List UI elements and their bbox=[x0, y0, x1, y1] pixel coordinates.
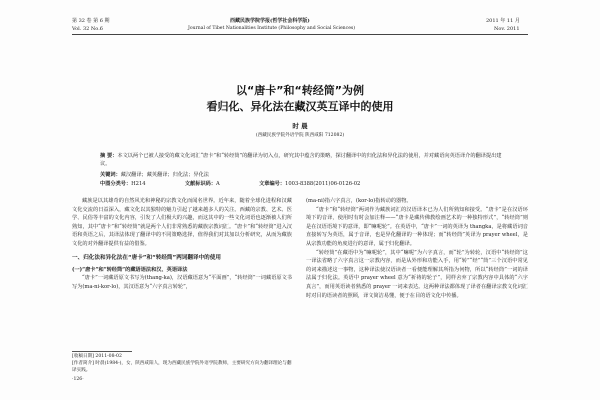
volume-en: Vol. 32 No.6 bbox=[72, 26, 103, 32]
page-number: ·126· bbox=[72, 377, 84, 382]
footnote-rule bbox=[72, 351, 132, 352]
left-column bbox=[72, 197, 292, 349]
date-cn: 2011 年 11 月 bbox=[486, 18, 520, 24]
left-para-2: “唐卡”一词藏语原文书写为(thang-ka)，汉语藏语意为“平面画”，“转经筒”一词藏语原文书写为(ma-ni-kor-lo)，其汉语意为“六字真言转轮”， bbox=[72, 275, 292, 290]
journal-name-en: Journal of Tibet Nationalities Institute (Philosophy and Social Sciences) bbox=[188, 26, 356, 31]
volume-cn: 第 32 卷 第 6 期 bbox=[72, 18, 110, 24]
footnote-author-info: [作者简介] 时晨(1984-)，女，陕西咸阳人，现为西藏民族学院外语学院教师，主要研究方向为翻译理论与翻译实践。 bbox=[72, 361, 292, 373]
right-para-3: “转经筒”在藏语中为“嘛呢轮”，其中“嘛呢”为六字真言，而“轮”为转轮，汉语中“转经筒”这一译法省略了六字真言这一宗教内容，而是从外形和功能入手，用“转”“经”“筒”三个汉语中常见的词来描述这一事物，这种译法使汉语读者一看便能理解其所指为何物，所以“转经筒”一词的译法属于归化法。英语中 prayer wheel 意为“祈祷的轮子”，同样舍弃了宗教内容中具体的“六字真言”，而用英语读者熟悉的 prayer 一词来表达。这两种译法都体现了译者在翻译宗教文化词汇时对目的语读者的照顾，译文简洁易懂，便于在目的语文化中传播。 bbox=[306, 249, 528, 299]
abstract bbox=[100, 152, 504, 168]
clc-value: H214 bbox=[131, 181, 146, 187]
header-rule bbox=[72, 34, 528, 35]
article-number-value: 1003-8388(2011)06-0126-02 bbox=[285, 181, 361, 187]
title-line-1: 以“唐卡”和“转经筒”为例 bbox=[236, 84, 364, 97]
abstract-label: 摘 要： bbox=[100, 153, 118, 159]
footnote-received: [收稿日期] 2011-08-02 bbox=[72, 354, 122, 359]
author-name: 时 晨 bbox=[292, 122, 308, 130]
classification bbox=[100, 180, 504, 188]
journal-name-cn: 西藏民族学院学报(哲学社会科学版) bbox=[230, 18, 310, 24]
date-en: Nov. 2011 bbox=[494, 26, 520, 32]
abstract-text: 本文以两个已被人接受的藏文化词汇“唐卡”和“转经筒”的翻译为切入点，研究其中蕴含的策略，探讨翻译中的归化法和异化法的使用，并对藏语向英语译介的翻译提出建议。 bbox=[100, 153, 502, 167]
right-para-1: (ma-ni)指六字真言，(kor-lo)指转动的器物。 bbox=[306, 198, 412, 204]
keywords-label: 关键词： bbox=[100, 172, 121, 178]
clc-label: 中图分类号： bbox=[100, 181, 132, 187]
doc-code-value: A bbox=[216, 181, 220, 187]
left-para-1: 藏族是以其雄奇的自然风光和神秘的宗教文化而闻名世界。近年来，随着全球化进程和汉藏文化交流的日益深入，藏文化以其独特的魅力引起了越来越多人的关注。西藏的宗教、艺术、医学、民俗等丰富的文化内容，引发了人们极大的兴趣，而这其中的一些文化词语也逐渐被人们所熟知，其中“唐卡”和“转经筒”就是两个人们非常熟悉的藏族宗教词汇。“唐卡”和“转经筒”进入汉语和英语之后，其译法体现了翻译中的不同策略选择，值得我们对其加以分析研究，从而为藏族文化的对外翻译提供有益的借鉴。 bbox=[72, 198, 292, 247]
subsection-heading-1: (一)“唐卡”和“转经筒”的藏语语法和汉、英语译法 bbox=[72, 266, 188, 273]
article-number-label: 文章编号： bbox=[259, 181, 286, 187]
author-affiliation: (西藏民族学院外语学院 陕西咸阳 712082) bbox=[255, 133, 345, 138]
doc-code-label: 文献标识码： bbox=[184, 181, 217, 187]
keywords bbox=[100, 171, 504, 179]
right-column bbox=[306, 197, 528, 385]
title-line-2: 看归化、异化法在藏汉英互译中的使用 bbox=[206, 100, 394, 113]
keywords-text: 藏汉翻译；藏英翻译；归化法；异化法 bbox=[120, 172, 209, 178]
right-para-2: “唐卡”和“转经筒”两词作为藏族词汇的汉语译本已为人们所熟知和接受。“唐卡”是在汉语环境下的音译，使用时有时会加注释——“唐卡是藏传佛教绘画艺术的一种独特形式”，“转经筒”则是在汉语语境下的意译，即“嘛呢轮”。在英语中，“唐卡”一词的英译为 thangka，是将藏语词音直接转写为英语，属于音译，也是异化翻译的一种体现；而“转经筒”英译为 prayer wheel，是从宗教功能的角度进行的意译，属于归化翻译。 bbox=[306, 206, 528, 247]
section-heading-1: 一、归化法和异化法在“唐卡”和“转经筒”两词翻译中的使用 bbox=[72, 254, 221, 261]
